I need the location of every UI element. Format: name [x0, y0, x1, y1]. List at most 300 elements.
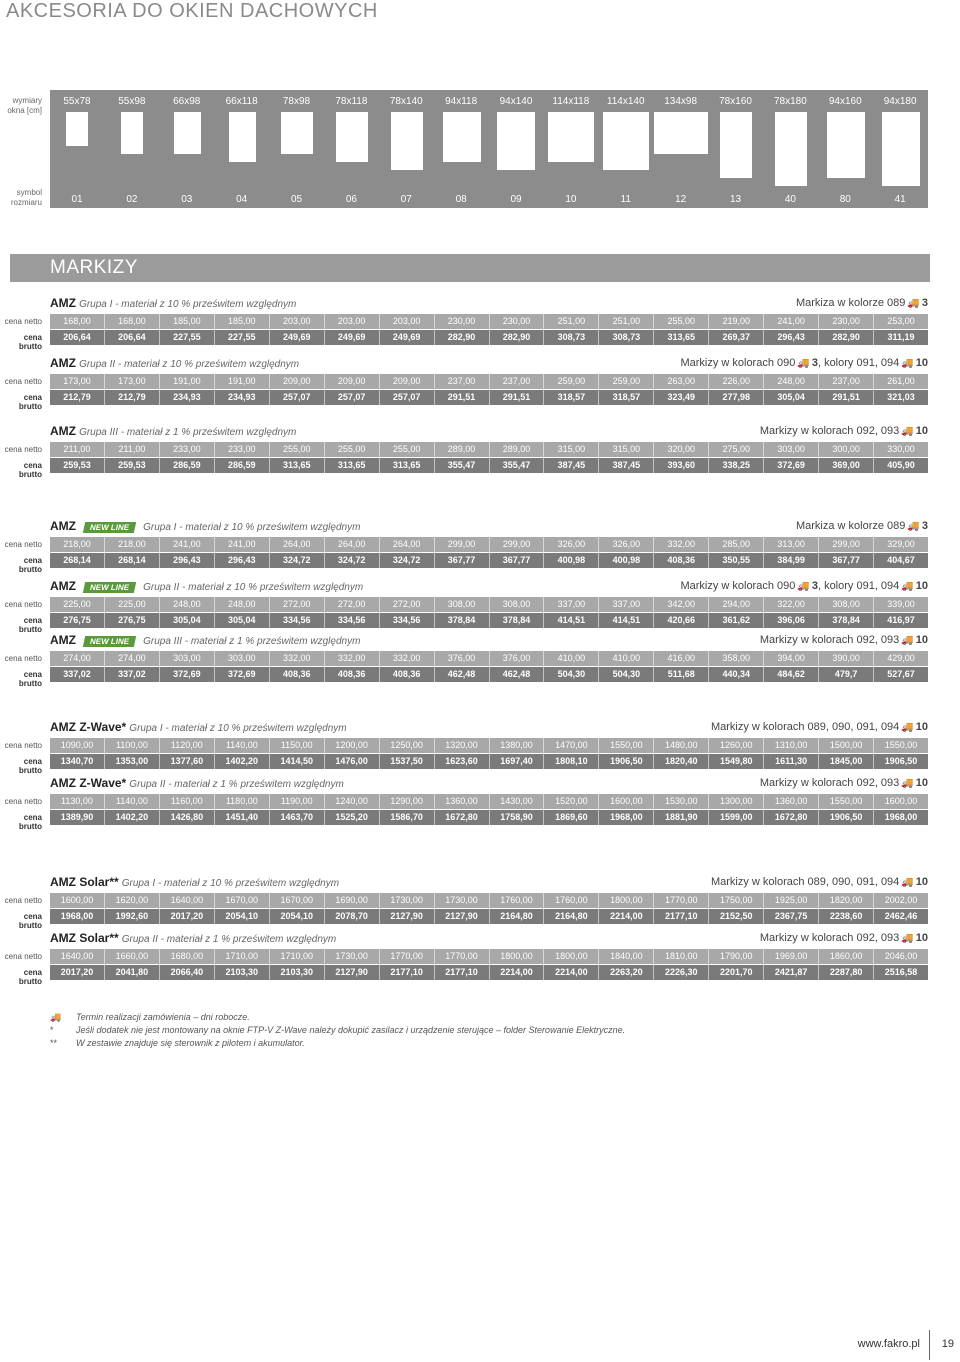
- row-label: cena brutto: [18, 393, 42, 411]
- price-cell: 334,56: [325, 613, 380, 628]
- delivery-days: 10: [915, 932, 928, 944]
- row-label: cena netto: [4, 600, 42, 609]
- price-cell: 1697,40: [490, 754, 545, 769]
- price-cell: 318,57: [544, 390, 599, 405]
- truck-icon: 🚚: [901, 778, 914, 789]
- price-cell: 1550,00: [599, 738, 654, 753]
- price-cell: 337,00: [544, 597, 599, 612]
- footnote-symbol: **: [50, 1038, 58, 1048]
- group-description: Grupa I - materiał z 10 % prześwitem względnym: [121, 878, 340, 889]
- product-name: AMZ: [50, 633, 76, 647]
- price-cell: 400,98: [599, 553, 654, 568]
- dimension-value: 66x98: [173, 96, 201, 107]
- row-label: cena brutto: [18, 757, 42, 775]
- group-description: Grupa II - materiał z 1 % prześwitem względnym: [129, 779, 344, 790]
- price-cell: 303,00: [215, 651, 270, 666]
- dimension-value: 94x118: [445, 96, 478, 107]
- price-cell: 2214,00: [490, 965, 545, 980]
- note-text: Markizy w kolorach 089, 090, 091, 094: [710, 876, 900, 888]
- gross-price-row: [50, 965, 928, 980]
- truck-icon: 🚚: [50, 1012, 62, 1022]
- window-shape: [882, 112, 920, 186]
- price-cell: 332,00: [270, 651, 325, 666]
- product-name: AMZ Z-Wave*: [50, 720, 127, 734]
- price-cell: 332,00: [654, 537, 709, 552]
- delivery-days: 3: [921, 297, 928, 309]
- price-cell: 268,14: [50, 553, 105, 568]
- price-cell: 259,53: [105, 458, 160, 473]
- price-cell: 264,00: [270, 537, 325, 552]
- price-cell: 369,00: [819, 458, 874, 473]
- price-cell: 410,00: [599, 651, 654, 666]
- price-cell: 226,00: [709, 374, 764, 389]
- price-cell: 358,00: [709, 651, 764, 666]
- price-cell: 393,60: [654, 458, 709, 473]
- price-cell: 322,00: [764, 597, 819, 612]
- note-text: , kolory 091, 094: [817, 580, 900, 592]
- price-cell: 296,43: [160, 553, 215, 568]
- window-shape: [497, 112, 535, 170]
- price-cell: 378,84: [435, 613, 490, 628]
- price-cell: 339,00: [887, 599, 915, 609]
- price-cell: 237,00: [435, 374, 490, 389]
- price-cell: 209,00: [270, 374, 325, 389]
- price-cell: 313,00: [764, 537, 819, 552]
- price-cell: 1451,40: [215, 810, 270, 825]
- price-cell: 255,00: [654, 314, 709, 329]
- price-cell: 2127,90: [435, 909, 490, 924]
- price-cell: 1620,00: [105, 893, 160, 908]
- gross-price-row: [50, 458, 928, 473]
- price-cell: 282,90: [490, 330, 545, 345]
- price-cell: 2177,10: [435, 965, 490, 980]
- row-label: cena netto: [4, 741, 42, 750]
- delivery-days: 10: [915, 357, 928, 369]
- window-shape: [174, 112, 201, 154]
- price-cell: 404,67: [887, 555, 915, 565]
- price-cell: 277,98: [709, 390, 764, 405]
- truck-icon: 🚚: [901, 877, 914, 888]
- price-cell: 1690,00: [325, 893, 380, 908]
- price-cell: 1260,00: [709, 738, 764, 753]
- price-cell: 367,77: [435, 553, 490, 568]
- price-cell: 289,00: [490, 442, 545, 457]
- price-cell: 1623,60: [435, 754, 490, 769]
- product-name: AMZ: [50, 579, 76, 593]
- row-label: cena brutto: [18, 616, 42, 634]
- price-cell: 2054,10: [215, 909, 270, 924]
- delivery-note: [711, 721, 928, 733]
- note-text: Markizy w kolorach 089, 090, 091, 094: [710, 721, 900, 733]
- price-cell: 315,00: [544, 442, 599, 457]
- price-cell: 1730,00: [325, 949, 380, 964]
- dimension-value: 78x180: [773, 96, 807, 107]
- price-cell: 268,14: [105, 553, 160, 568]
- price-cell: 1200,00: [325, 738, 380, 753]
- price-cell: 168,00: [105, 314, 160, 329]
- delivery-note: [760, 634, 928, 646]
- price-cell: 241,00: [764, 314, 819, 329]
- price-cell: 305,04: [160, 613, 215, 628]
- price-cell: 206,64: [105, 330, 160, 345]
- price-cell: 1480,00: [654, 738, 709, 753]
- price-cell: 308,00: [490, 597, 545, 612]
- price-cell: 338,25: [709, 458, 764, 473]
- price-cell: 2017,20: [50, 965, 105, 980]
- price-cell: 1730,00: [435, 893, 490, 908]
- price-cell: 1808,10: [544, 754, 599, 769]
- price-cell: 408,36: [270, 667, 325, 682]
- price-cell: 299,00: [435, 537, 490, 552]
- price-cell: 1525,20: [325, 810, 380, 825]
- price-cell: 337,02: [50, 667, 105, 682]
- price-cell: 384,99: [764, 553, 819, 568]
- delivery-days: 10: [915, 580, 928, 592]
- price-cell: 1790,00: [709, 949, 764, 964]
- size-symbol: 41: [894, 194, 906, 205]
- price-cell: 2226,30: [654, 965, 709, 980]
- price-cell: 1430,00: [490, 794, 545, 809]
- price-cell: 1800,00: [599, 893, 654, 908]
- price-cell: 337,00: [599, 597, 654, 612]
- price-cell: 1500,00: [819, 738, 874, 753]
- group-description: Grupa I - materiał z 10 % prześwitem względnym: [79, 299, 297, 310]
- price-cell: 2201,70: [709, 965, 764, 980]
- price-cell: 191,00: [215, 374, 270, 389]
- window-shape: [443, 112, 481, 162]
- delivery-note: [680, 580, 928, 592]
- price-cell: 1190,00: [270, 794, 325, 809]
- price-cell: 257,07: [270, 390, 325, 405]
- price-cell: 1770,00: [380, 949, 435, 964]
- window-shape: [720, 112, 752, 178]
- price-cell: 329,00: [887, 539, 915, 549]
- gross-price-row: [50, 810, 928, 825]
- price-cell: 1549,80: [709, 754, 764, 769]
- price-cell: 416,00: [654, 651, 709, 666]
- price-cell: 286,59: [215, 458, 270, 473]
- price-cell: 1758,90: [490, 810, 545, 825]
- price-cell: 209,00: [325, 374, 380, 389]
- price-cell: 1250,00: [380, 738, 435, 753]
- price-cell: 230,00: [435, 314, 490, 329]
- price-cell: 1640,00: [50, 949, 105, 964]
- delivery-days: 10: [915, 777, 928, 789]
- dimension-value: 114x118: [552, 96, 590, 107]
- price-cell: 387,45: [599, 458, 654, 473]
- price-cell: 1881,90: [654, 810, 709, 825]
- price-cell: 255,00: [270, 442, 325, 457]
- price-cell: 286,59: [160, 458, 215, 473]
- row-label: cena netto: [4, 654, 42, 663]
- price-cell: 414,51: [599, 613, 654, 628]
- new-line-badge: NEW LINE: [83, 636, 136, 647]
- size-symbol: 80: [839, 194, 851, 205]
- price-cell: 440,34: [709, 667, 764, 682]
- product-name: AMZ Solar**: [50, 931, 119, 945]
- group-heading: [50, 633, 360, 647]
- price-cell: 326,00: [544, 537, 599, 552]
- delivery-days: 10: [915, 634, 928, 646]
- gross-price-row: [50, 330, 928, 345]
- section-header: [10, 254, 930, 282]
- price-cell: 1770,00: [435, 949, 490, 964]
- price-cell: 211,00: [105, 442, 160, 457]
- product-name: AMZ Solar**: [50, 875, 119, 889]
- price-cell: 2421,87: [764, 965, 819, 980]
- price-cell: 414,51: [544, 613, 599, 628]
- product-name: AMZ Z-Wave*: [50, 776, 127, 790]
- group-description: Grupa II - materiał z 10 % prześwitem względnym: [143, 582, 364, 593]
- price-cell: 484,62: [764, 667, 819, 682]
- price-cell: 1100,00: [105, 738, 160, 753]
- price-cell: 269,37: [709, 330, 764, 345]
- group-heading: [50, 931, 336, 945]
- price-cell: 376,00: [435, 651, 490, 666]
- size-symbol: 09: [510, 194, 522, 205]
- truck-icon: 🚚: [907, 298, 920, 309]
- price-cell: 1600,00: [599, 794, 654, 809]
- price-cell: 1463,70: [270, 810, 325, 825]
- price-cell: 504,30: [599, 667, 654, 682]
- net-price-row: [50, 374, 928, 389]
- dimension-value: 94x160: [828, 96, 862, 107]
- price-cell: 332,00: [325, 651, 380, 666]
- truck-icon: 🚚: [901, 358, 914, 369]
- price-cell: 1599,00: [709, 810, 764, 825]
- price-cell: 274,00: [105, 651, 160, 666]
- price-cell: 299,00: [490, 537, 545, 552]
- price-cell: 1476,00: [325, 754, 380, 769]
- price-cell: 342,00: [654, 597, 709, 612]
- price-cell: 249,69: [325, 330, 380, 345]
- group-heading: [50, 519, 360, 533]
- price-cell: 233,00: [215, 442, 270, 457]
- price-cell: 303,00: [764, 442, 819, 457]
- price-cell: 291,51: [435, 390, 490, 405]
- size-symbol: 40: [784, 194, 796, 205]
- group-heading: [50, 720, 347, 734]
- price-cell: 361,62: [709, 613, 764, 628]
- net-price-row: [50, 597, 928, 612]
- price-cell: 396,06: [764, 613, 819, 628]
- price-cell: 2462,46: [884, 911, 918, 921]
- footer-url[interactable]: www.fakro.pl: [857, 1338, 920, 1350]
- price-cell: 1380,00: [490, 738, 545, 753]
- price-cell: 1140,00: [105, 794, 160, 809]
- price-cell: 1925,00: [764, 893, 819, 908]
- price-cell: 1550,00: [819, 794, 874, 809]
- row-label: cena netto: [4, 377, 42, 386]
- price-cell: 230,00: [819, 314, 874, 329]
- price-cell: 237,00: [819, 374, 874, 389]
- delivery-note: [760, 425, 928, 437]
- gross-price-row: [50, 613, 928, 628]
- price-cell: 225,00: [50, 597, 105, 612]
- row-label: cena brutto: [18, 670, 42, 688]
- price-cell: 300,00: [819, 442, 874, 457]
- truck-icon: 🚚: [797, 581, 810, 592]
- price-cell: 303,00: [160, 651, 215, 666]
- row-label: cena netto: [4, 445, 42, 454]
- price-cell: 1710,00: [270, 949, 325, 964]
- price-cell: 1860,00: [819, 949, 874, 964]
- price-cell: 1360,00: [764, 794, 819, 809]
- window-size-panel: [50, 90, 928, 208]
- price-cell: 2152,50: [709, 909, 764, 924]
- price-cell: 1402,20: [215, 754, 270, 769]
- price-cell: 173,00: [105, 374, 160, 389]
- net-price-row: [50, 442, 928, 457]
- row-label: cena netto: [4, 540, 42, 549]
- delivery-days: 10: [915, 721, 928, 733]
- price-cell: 313,65: [325, 458, 380, 473]
- delivery-note: [711, 876, 928, 888]
- price-cell: 206,64: [50, 330, 105, 345]
- price-cell: 350,55: [709, 553, 764, 568]
- window-shape: [281, 112, 313, 154]
- price-cell: 1770,00: [654, 893, 709, 908]
- price-cell: 400,98: [544, 553, 599, 568]
- price-cell: 429,00: [887, 653, 915, 663]
- row-label: cena netto: [4, 896, 42, 905]
- price-cell: 212,79: [50, 390, 105, 405]
- price-cell: 311,19: [887, 332, 915, 342]
- price-cell: 234,93: [160, 390, 215, 405]
- size-symbol: 02: [126, 194, 138, 205]
- price-cell: 308,73: [544, 330, 599, 345]
- dimension-value: 114x140: [606, 96, 645, 107]
- price-cell: 289,00: [435, 442, 490, 457]
- price-cell: 257,07: [380, 390, 435, 405]
- price-cell: 257,07: [325, 390, 380, 405]
- gross-price-row: [50, 667, 928, 682]
- delivery-days: 10: [915, 425, 928, 437]
- note-text: Markizy w kolorach 092, 093: [759, 634, 900, 646]
- price-cell: 1672,80: [435, 810, 490, 825]
- price-cell: 1402,20: [105, 810, 160, 825]
- dimension-value: 94x180: [883, 96, 917, 107]
- price-cell: 296,43: [215, 553, 270, 568]
- row-label: cena netto: [4, 317, 42, 326]
- size-symbol: 13: [729, 194, 742, 205]
- price-cell: 332,00: [380, 651, 435, 666]
- price-cell: 408,36: [380, 667, 435, 682]
- price-cell: 313,65: [270, 458, 325, 473]
- price-cell: 2041,80: [105, 965, 160, 980]
- price-cell: 1670,00: [270, 893, 325, 908]
- price-cell: 1360,00: [435, 794, 490, 809]
- dimension-value: 94x140: [499, 96, 533, 107]
- price-cell: 527,67: [887, 669, 915, 679]
- window-shape: [548, 112, 594, 162]
- note-text: Markizy w kolorach 090: [680, 580, 796, 592]
- price-cell: 334,56: [270, 613, 325, 628]
- group-description: Grupa I - materiał z 10 % prześwitem względnym: [129, 723, 347, 734]
- net-price-row: [50, 738, 928, 753]
- price-cell: 253,00: [887, 316, 915, 326]
- price-cell: 1130,00: [50, 794, 105, 809]
- price-cell: 1586,70: [380, 810, 435, 825]
- price-cell: 2214,00: [599, 909, 654, 924]
- price-cell: 2164,80: [544, 909, 599, 924]
- price-cell: 1377,60: [160, 754, 215, 769]
- price-cell: 321,03: [887, 392, 915, 402]
- price-cell: 1320,00: [435, 738, 490, 753]
- price-cell: 1820,40: [654, 754, 709, 769]
- price-cell: 378,84: [490, 613, 545, 628]
- price-cell: 2214,00: [544, 965, 599, 980]
- price-cell: 372,69: [160, 667, 215, 682]
- price-cell: 1120,00: [160, 738, 215, 753]
- size-symbol: 03: [181, 194, 193, 205]
- price-cell: 173,00: [50, 374, 105, 389]
- group-heading: [50, 296, 296, 310]
- price-cell: 1840,00: [599, 949, 654, 964]
- price-cell: 291,51: [490, 390, 545, 405]
- price-cell: 249,69: [380, 330, 435, 345]
- price-cell: 2238,60: [819, 909, 874, 924]
- net-price-row: [50, 949, 928, 964]
- price-cell: 259,00: [599, 374, 654, 389]
- price-cell: 1389,90: [50, 810, 105, 825]
- price-cell: 1550,00: [884, 740, 918, 750]
- price-cell: 282,90: [819, 330, 874, 345]
- price-cell: 2516,58: [884, 967, 918, 977]
- row-label: cena brutto: [18, 461, 42, 479]
- price-cell: 276,75: [105, 613, 160, 628]
- page-title: AKCESORIA DO OKIEN DACHOWYCH: [6, 0, 378, 22]
- price-cell: 272,00: [380, 597, 435, 612]
- price-cell: 1340,70: [50, 754, 105, 769]
- price-cell: 264,00: [380, 537, 435, 552]
- price-cell: 2002,00: [884, 895, 918, 905]
- price-cell: 416,97: [887, 615, 915, 625]
- price-cell: 318,57: [599, 390, 654, 405]
- price-cell: 1869,60: [544, 810, 599, 825]
- size-symbol: 08: [455, 194, 467, 205]
- price-cell: 203,00: [380, 314, 435, 329]
- price-cell: 2177,10: [654, 909, 709, 924]
- net-price-row: [50, 537, 928, 552]
- price-cell: 479,7: [819, 667, 874, 682]
- price-cell: 2103,30: [215, 965, 270, 980]
- price-cell: 291,51: [819, 390, 874, 405]
- truck-icon: 🚚: [901, 581, 914, 592]
- price-cell: 234,93: [215, 390, 270, 405]
- price-cell: 2287,80: [819, 965, 874, 980]
- price-cell: 2127,90: [325, 965, 380, 980]
- price-cell: 259,53: [50, 458, 105, 473]
- price-cell: 227,55: [160, 330, 215, 345]
- window-shape: [229, 112, 256, 162]
- price-cell: 272,00: [325, 597, 380, 612]
- price-cell: 1140,00: [215, 738, 270, 753]
- row-label: cena netto: [4, 797, 42, 806]
- price-cell: 251,00: [599, 314, 654, 329]
- row-label: cena netto: [4, 952, 42, 961]
- price-cell: 1760,00: [544, 893, 599, 908]
- price-cell: 308,00: [435, 597, 490, 612]
- price-cell: 1160,00: [160, 794, 215, 809]
- price-cell: 1470,00: [544, 738, 599, 753]
- price-cell: 378,84: [819, 613, 874, 628]
- net-price-row: [50, 794, 928, 809]
- price-cell: 330,00: [887, 444, 915, 454]
- price-cell: 324,72: [325, 553, 380, 568]
- truck-icon: 🚚: [901, 635, 914, 646]
- net-price-row: [50, 893, 928, 908]
